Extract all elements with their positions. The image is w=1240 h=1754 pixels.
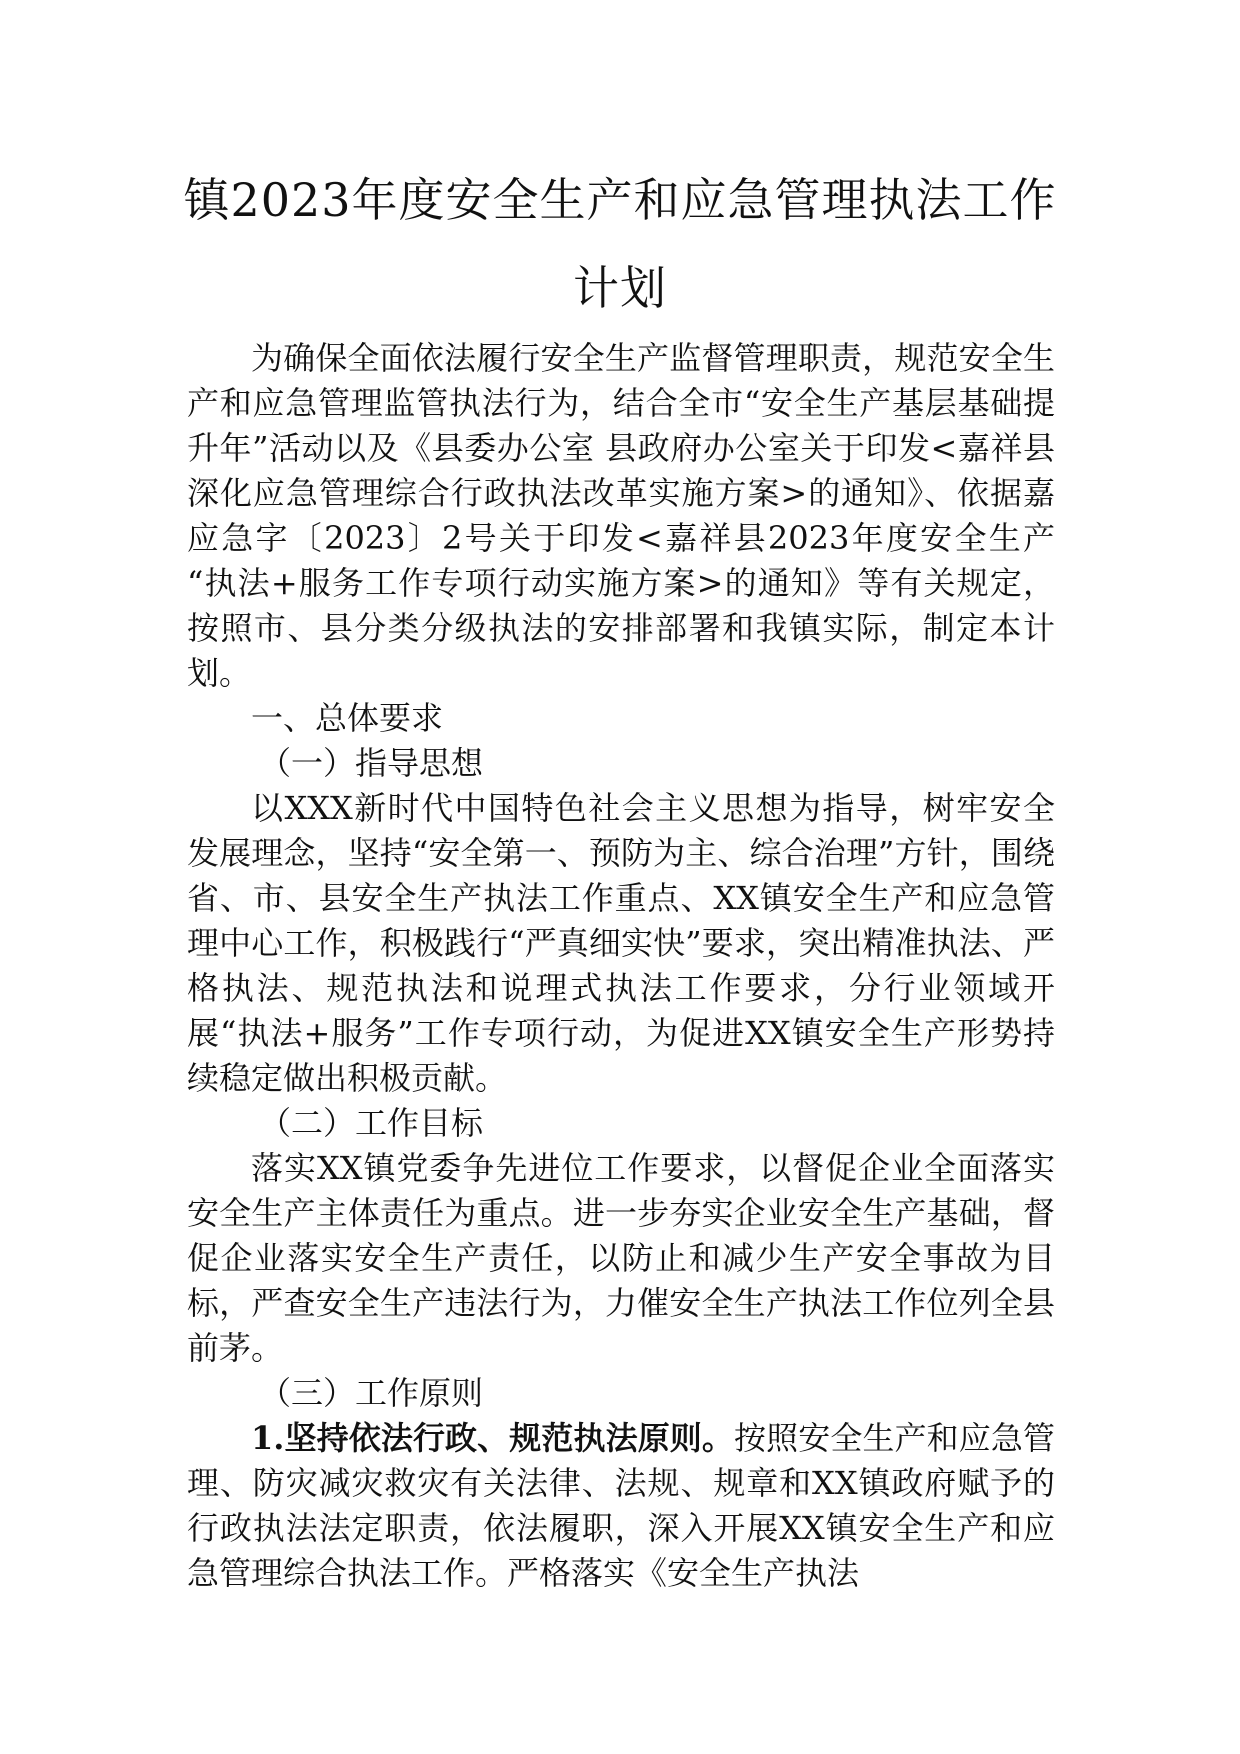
work-goals-paragraph: 落实XX镇党委争先进位工作要求，以督促企业全面落实安全生产主体责任为重点。进一步夯实企业安全生产基础，督促企业落实安全生产责任，以防止和减少生产安全事故为目标，严查安全生产违法行为，力催安全生产执法工作位列全县前茅。 xyxy=(187,1149,1055,1367)
document-body xyxy=(187,336,1055,1596)
section-heading-overall-requirements: 一、总体要求 xyxy=(251,699,444,737)
guiding-ideology-paragraph: 以XXX新时代中国特色社会主义思想为指导，树牢安全发展理念，坚持“安全第一、预防为主、综合治理”方针，围绕省、市、县安全生产执法工作重点、XX镇安全生产和应急管理中心工作，积极践行“严真细实快”要求，突出精准执法、严格执法、规范执法和说理式执法工作要求，分行业领域开展“执法+服务”工作专项行动，为促进XX镇安全生产形势持续稳定做出积极贡献。 xyxy=(187,789,1055,1097)
intro-paragraph: 为确保全面依法履行安全生产监督管理职责，规范安全生产和应急管理监管执法行为，结合全市“安全生产基层基础提升年”活动以及《县委办公室 县政府办公室关于印发<嘉祥县深化应急管理综合行政执法改革实施方案>的通知》、依据嘉应急字〔2023〕2号关于印发<嘉祥县2023年度安全生产 “执法+服务工作专项行动实施方案>的通知》等有关规定，按照市、县分类分级执法的安排部署和我镇实际，制定本计划。 xyxy=(187,339,1055,692)
principle-1-paragraph xyxy=(187,1416,1055,1596)
document-title-line-2: 计划 xyxy=(573,261,667,315)
principle-1-lead: 1.坚持依法行政、规范执法原则。 xyxy=(251,1419,735,1457)
subsection-heading-work-principles: （三）工作原则 xyxy=(259,1374,484,1412)
subsection-heading-guiding-ideology: （一）指导思想 xyxy=(259,744,484,782)
subsection-heading-work-goals: （二）工作目标 xyxy=(259,1104,484,1142)
document-title-line-1: 镇2023年度安全生产和应急管理执法工作 xyxy=(183,173,1057,227)
principle-1-text: 按照安全生产和应急管理、防灾减灾救灾有关法律、法规、规章和XX镇政府赋予的行政执法法定职责，依法履职，深入开展XX镇安全生产和应急管理综合执法工作。严格落实《安全生产执法 xyxy=(187,1419,1055,1592)
